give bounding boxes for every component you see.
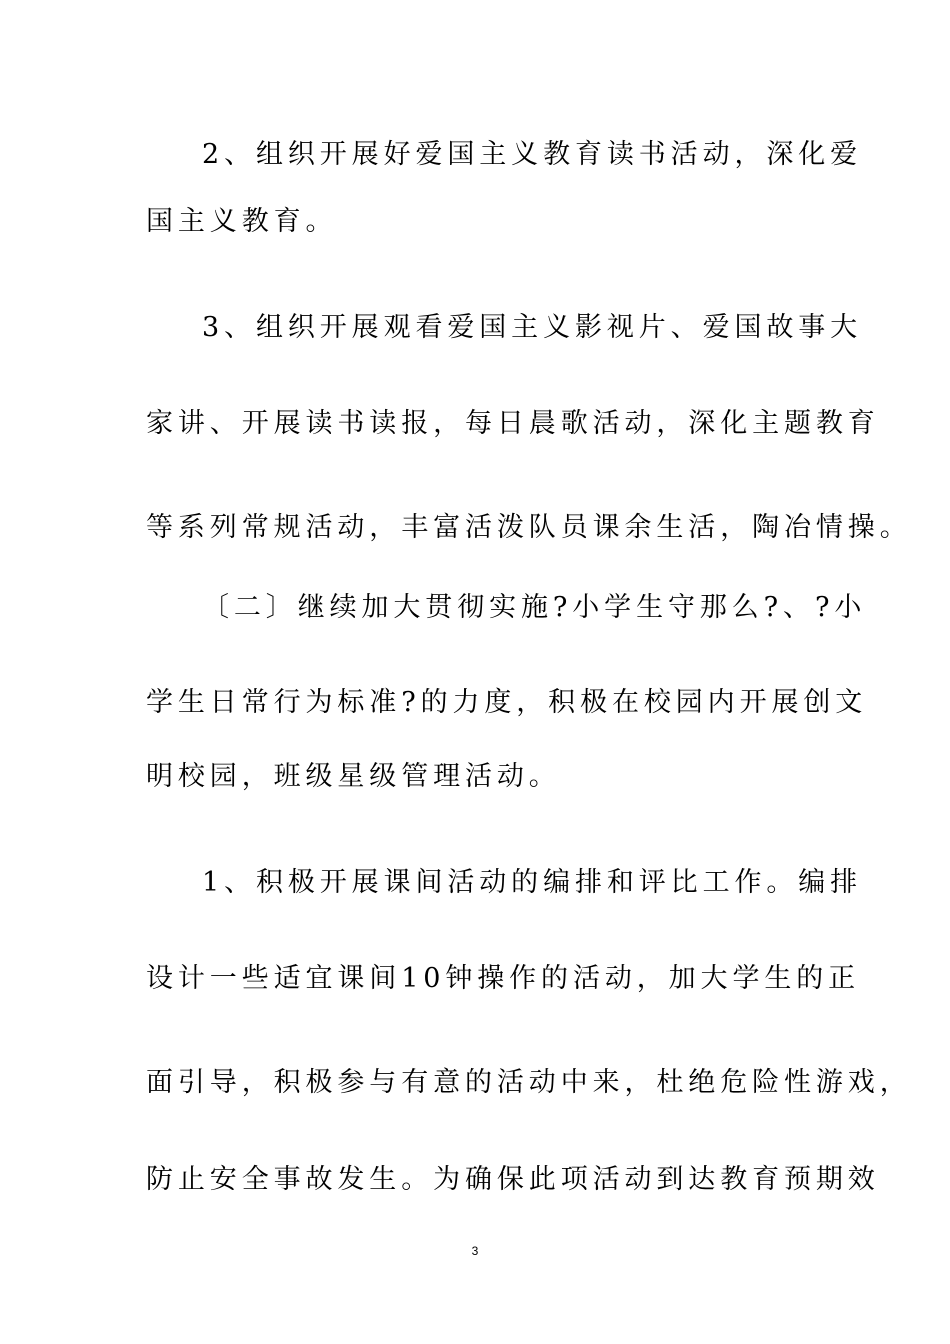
text-line: 学生日常行为标准?的力度，积极在校园内开展创文 [146,687,868,718]
text-line: 家讲、开展读书读报，每日晨歌活动，深化主题教育 [146,408,880,439]
text-line: 2、组织开展好爱国主义教育读书活动，深化爱 [202,139,863,170]
text-line: 明校园，班级星级管理活动。 [146,761,561,792]
text-line: 设计一些适宜课间10钟操作的活动，加大学生的正 [146,963,861,994]
text-line: 等系列常规活动，丰富活泼队员课余生活，陶冶情操。 [146,512,912,543]
section-heading-line: 〔二〕继续加大贯彻实施?小学生守那么?、?小 [202,592,867,623]
page-number: 3 [471,1244,479,1258]
text-line: 国主义教育。 [146,206,338,237]
text-line: 3、组织开展观看爱国主义影视片、爱国故事大 [202,312,863,343]
text-line: 1、积极开展课间活动的编排和评比工作。编排 [202,867,863,898]
text-line: 面引导，积极参与有意的活动中来，杜绝危险性游戏， [146,1067,912,1098]
text-line: 防止安全事故发生。为确保此项活动到达教育预期效 [146,1164,880,1195]
